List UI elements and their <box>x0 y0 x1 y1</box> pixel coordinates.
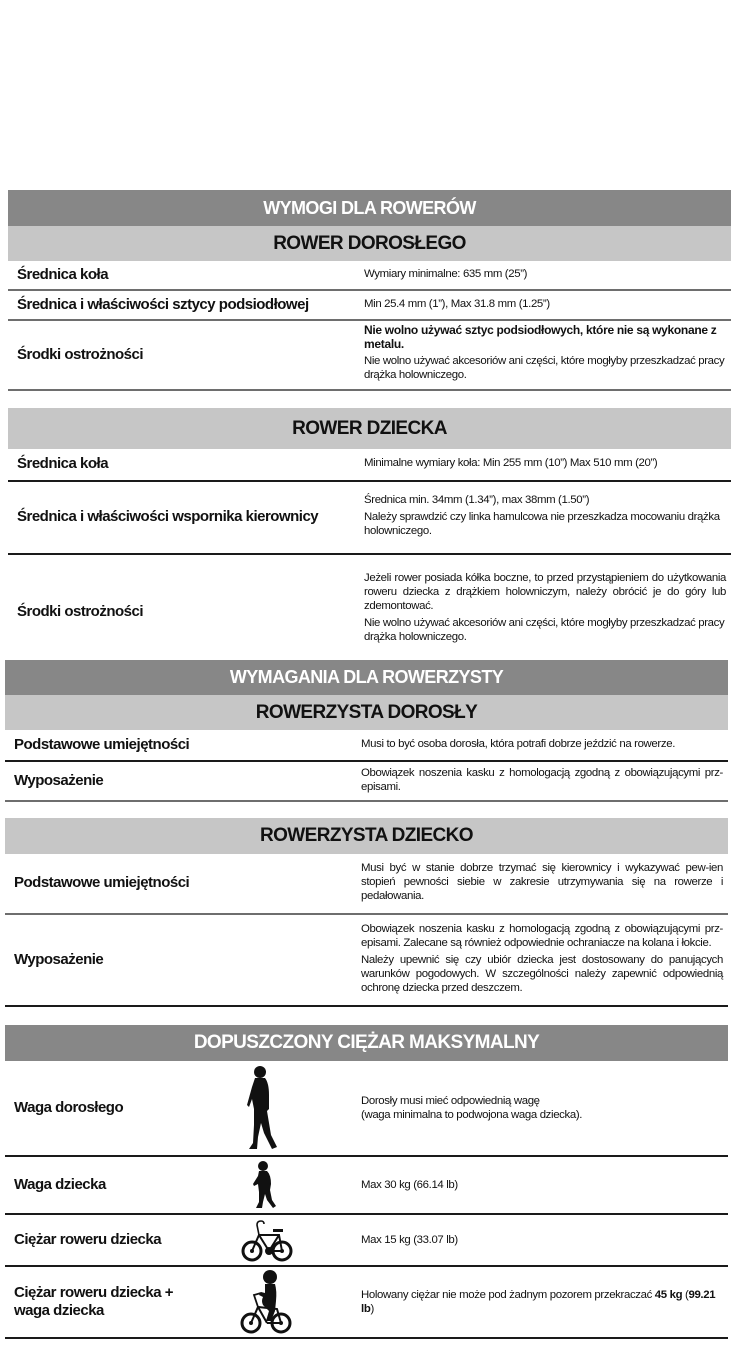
row-label: Średnica koła <box>17 266 109 283</box>
section-title: WYMOGI DLA ROWERÓW <box>263 197 476 218</box>
row-label: Środki ostrożności <box>17 346 144 363</box>
warning-text: Nie wolno używać sztyc podsiodłowych, które nie są wykonane z metalu. <box>364 323 717 351</box>
row-label: Ciężar roweru dziecka + waga dziecka <box>14 1284 173 1319</box>
adult-bike-table <box>8 261 731 391</box>
row-value: Holowany ciężar nie może pod żadnym pozorem przekraczać 45 kg (99.21 lb) <box>361 1289 716 1315</box>
subsection-header-child-rider <box>5 818 728 854</box>
subsection-title: ROWER DOROSŁEGO <box>273 232 466 254</box>
child-on-bike-icon <box>239 1269 295 1335</box>
table-row <box>5 730 728 760</box>
table-row <box>5 915 728 1005</box>
row-divider <box>5 1337 728 1339</box>
table-row <box>5 854 728 912</box>
row-divider <box>5 1005 728 1007</box>
subsection-header-child-bike <box>8 408 731 449</box>
section-header-bike-requirements <box>8 190 731 226</box>
section-title: DOPUSZCZONY CIĘŻAR MAKSYMALNY <box>193 1032 540 1053</box>
max-weight-kg: 45 kg <box>654 1289 683 1301</box>
table-row <box>8 291 731 319</box>
row-label: Średnica koła <box>17 455 109 472</box>
row-value: Dorosły musi mieć odpowiednią wagę (waga minimalna to podwojona waga dziecka). <box>361 1095 583 1121</box>
row-divider <box>5 800 728 802</box>
subsection-title: ROWERZYSTA DZIECKO <box>260 825 473 846</box>
row-value: Obowiązek noszenia kasku z homologacją zgodną z obowiązującymi prz-episami. <box>361 766 723 793</box>
child-rider-table <box>5 854 728 1010</box>
row-label: Średnica i właściwości sztycy podsiodłowej <box>17 296 309 313</box>
max-weight-lb: 99.21 lb <box>361 1289 716 1315</box>
row-label: Wyposażenie <box>14 772 104 789</box>
row-value: Jeżeli rower posiada kółka boczne, to przed przystąpieniem do użytkowania roweru dziecka z drążkiem holowniczym, należy obrócić je do góry lub zdemontować. Nie wolno używać akcesoriów ani części, które mogłyby przeszkadzać pracy drążka holowniczego. <box>364 572 726 643</box>
table-row <box>8 482 731 552</box>
section-header-max-weight <box>5 1025 728 1061</box>
child-walking-silhouette-icon <box>250 1160 282 1210</box>
row-label: Podstawowe umiejętności <box>14 736 190 753</box>
row-label: Waga dorosłego <box>14 1099 124 1116</box>
table-row <box>5 1215 728 1265</box>
row-value: Max 30 kg (66.14 lb) <box>361 1179 458 1191</box>
section-header-rider-requirements <box>5 660 728 695</box>
row-label: Środki ostrożności <box>17 603 144 620</box>
child-bike-table <box>8 449 731 659</box>
table-row <box>5 1157 728 1213</box>
row-value: Musi to być osoba dorosła, która potrafi dobrze jeździć na rowerze. <box>361 737 676 750</box>
table-row <box>5 1061 728 1155</box>
max-weight-table <box>5 1061 728 1341</box>
row-value: Obowiązek noszenia kasku z homologacją zgodną z obowiązującymi prz-episami. Zalecane są również odpowiednie ochraniacze na kolana i łokcie. Należy upewnić się czy ubiór dziecka jest dostosowany do panujących warunków pogodowych. W szczególności należy zapewnić odpowiednią ochronę dziecka przed deszczem. <box>361 923 723 994</box>
row-label: Wyposażenie <box>14 951 104 968</box>
table-row <box>5 1267 728 1337</box>
row-value: Max 15 kg (33.07 lb) <box>361 1234 458 1246</box>
subsection-header-adult-bike <box>8 226 731 261</box>
row-value: Wymiary minimalne: 635 mm (25”) <box>364 267 528 280</box>
table-row <box>8 567 731 653</box>
table-row <box>8 449 731 479</box>
subsection-title: ROWERZYSTA DOROSŁY <box>255 701 478 723</box>
subsection-title: ROWER DZIECKA <box>292 417 447 439</box>
table-row <box>8 261 731 289</box>
table-row <box>5 762 728 800</box>
table-row <box>8 321 731 389</box>
row-label: Ciężar roweru dziecka <box>14 1231 162 1248</box>
row-value: Średnica min. 34mm (1.34”), max 38mm (1.50”) Należy sprawdzić czy linka hamulcowa nie przeszkadza mocowaniu drążka holowniczego. <box>364 494 720 537</box>
row-value: Minimalne wymiary koła: Min 255 mm (10”) Max 510 mm (20”) <box>364 456 658 469</box>
row-value: Nie wolno używać sztyc podsiodłowych, które nie są wykonane z metalu. Nie wolno używać akcesoriów ani części, które mogłyby przeszkadzać pracy drążka holowniczego. <box>364 323 725 381</box>
row-value: Musi być w stanie dobrze trzymać się kierownicy i wykazywać pew-ien stopień pewności siebie w zakresie utrzymywania się na rowerze i pedałowania. <box>361 861 723 902</box>
adult-rider-table <box>5 730 728 802</box>
subsection-header-adult-rider <box>5 695 728 730</box>
row-label: Waga dziecka <box>14 1176 106 1193</box>
section-title: WYMAGANIA DLA ROWERZYSTY <box>229 667 504 687</box>
child-bike-icon <box>241 1219 295 1263</box>
row-divider <box>8 553 731 555</box>
row-label: Podstawowe umiejętności <box>14 874 190 891</box>
row-divider <box>8 389 731 391</box>
row-value: Min 25.4 mm (1”), Max 31.8 mm (1.25”) <box>364 297 550 310</box>
row-label: Średnica i właściwości wspornika kierownicy <box>17 508 319 525</box>
adult-walking-silhouette-icon <box>245 1065 285 1153</box>
